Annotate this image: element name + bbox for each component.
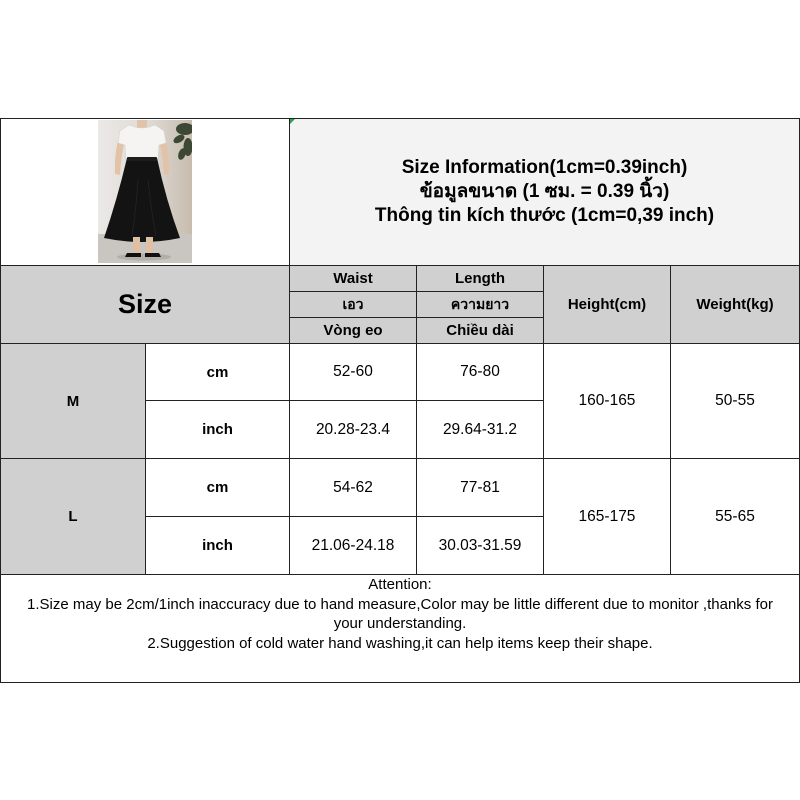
height-header-cell: [543, 265, 671, 344]
size-m-cell: [0, 343, 146, 459]
title-english: Size Information(1cm=0.39inch): [401, 157, 688, 178]
length-header-th: [416, 291, 544, 318]
length-header-en: [416, 265, 544, 292]
weight-header-label: Weight(kg): [696, 296, 774, 313]
green-triangle-marker: [290, 119, 295, 124]
product-photo-cell: [0, 118, 290, 266]
unit-label-cm: cm: [206, 363, 229, 381]
length-label-en: Length: [455, 270, 505, 287]
waist-value: 20.28-23.4: [315, 420, 391, 438]
waist-label-th: เอว: [342, 295, 364, 312]
weight-header-cell: [670, 265, 800, 344]
waist-value: 52-60: [333, 363, 373, 380]
size-header-label: Size: [117, 289, 173, 319]
unit-cell: [145, 400, 290, 459]
title-vietnamese: Thông tin kích thước (1cm=0,39 inch): [374, 205, 715, 226]
waist-value: 21.06-24.18: [311, 536, 395, 554]
attention-note: [0, 574, 800, 683]
table-cell: [416, 400, 544, 459]
table-cell: [416, 343, 544, 401]
table-cell: [543, 458, 671, 575]
table-cell: [289, 400, 417, 459]
table-cell: [670, 458, 800, 575]
length-header-vi: [416, 317, 544, 344]
attention-title: Attention:: [368, 576, 432, 593]
right-sandal: [145, 253, 161, 257]
table-cell: [289, 516, 417, 575]
attention-line: 2.Suggestion of cold water hand washing,it can help items keep their shape.: [147, 634, 653, 652]
length-value: 29.64-31.2: [442, 420, 518, 438]
length-value: 30.03-31.59: [438, 536, 522, 554]
length-value: 76-80: [460, 363, 500, 380]
table-cell: [289, 458, 417, 517]
height-header-label: Height(cm): [567, 296, 647, 313]
size-header-cell: [0, 265, 290, 344]
size-info-title-cell: [289, 118, 800, 266]
table-cell: [670, 343, 800, 459]
weight-value: 55-65: [715, 507, 755, 525]
table-cell: [416, 458, 544, 517]
size-m-label: M: [66, 392, 80, 410]
length-label-th: ความยาว: [450, 295, 510, 312]
waist-label-vi: Vòng eo: [323, 322, 383, 339]
attention-line: your understanding.: [333, 615, 467, 633]
waist-header-th: [289, 291, 417, 318]
waist-header-vi: [289, 317, 417, 344]
height-value: 165-175: [578, 507, 636, 525]
waist-header-en: [289, 265, 417, 292]
unit-label-inch: inch: [202, 537, 233, 554]
weight-value: 50-55: [715, 392, 755, 409]
title-thai: ข้อมูลขนาด (1 ซม. = 0.39 นิ้ว): [419, 181, 670, 202]
waist-value: 54-62: [333, 478, 373, 496]
table-cell: [543, 343, 671, 459]
attention-line: 1.Size may be 2cm/1inch inaccuracy due to hand measure,Color may be little different due to monitor ,thanks for: [27, 595, 773, 613]
size-l-cell: [0, 458, 146, 575]
left-sandal: [125, 253, 141, 257]
product-photo: [98, 120, 192, 263]
table-cell: [416, 516, 544, 575]
length-label-vi: Chiều dài: [446, 322, 514, 339]
size-l-label: L: [68, 508, 78, 525]
length-value: 77-81: [460, 478, 500, 496]
table-cell: [289, 343, 417, 401]
unit-label-inch: inch: [202, 421, 233, 438]
height-value: 160-165: [578, 392, 636, 409]
unit-cell: [145, 516, 290, 575]
waist-label-en: Waist: [333, 270, 373, 287]
unit-cell: [145, 343, 290, 401]
unit-cell: [145, 458, 290, 517]
unit-label-cm: cm: [206, 479, 229, 496]
